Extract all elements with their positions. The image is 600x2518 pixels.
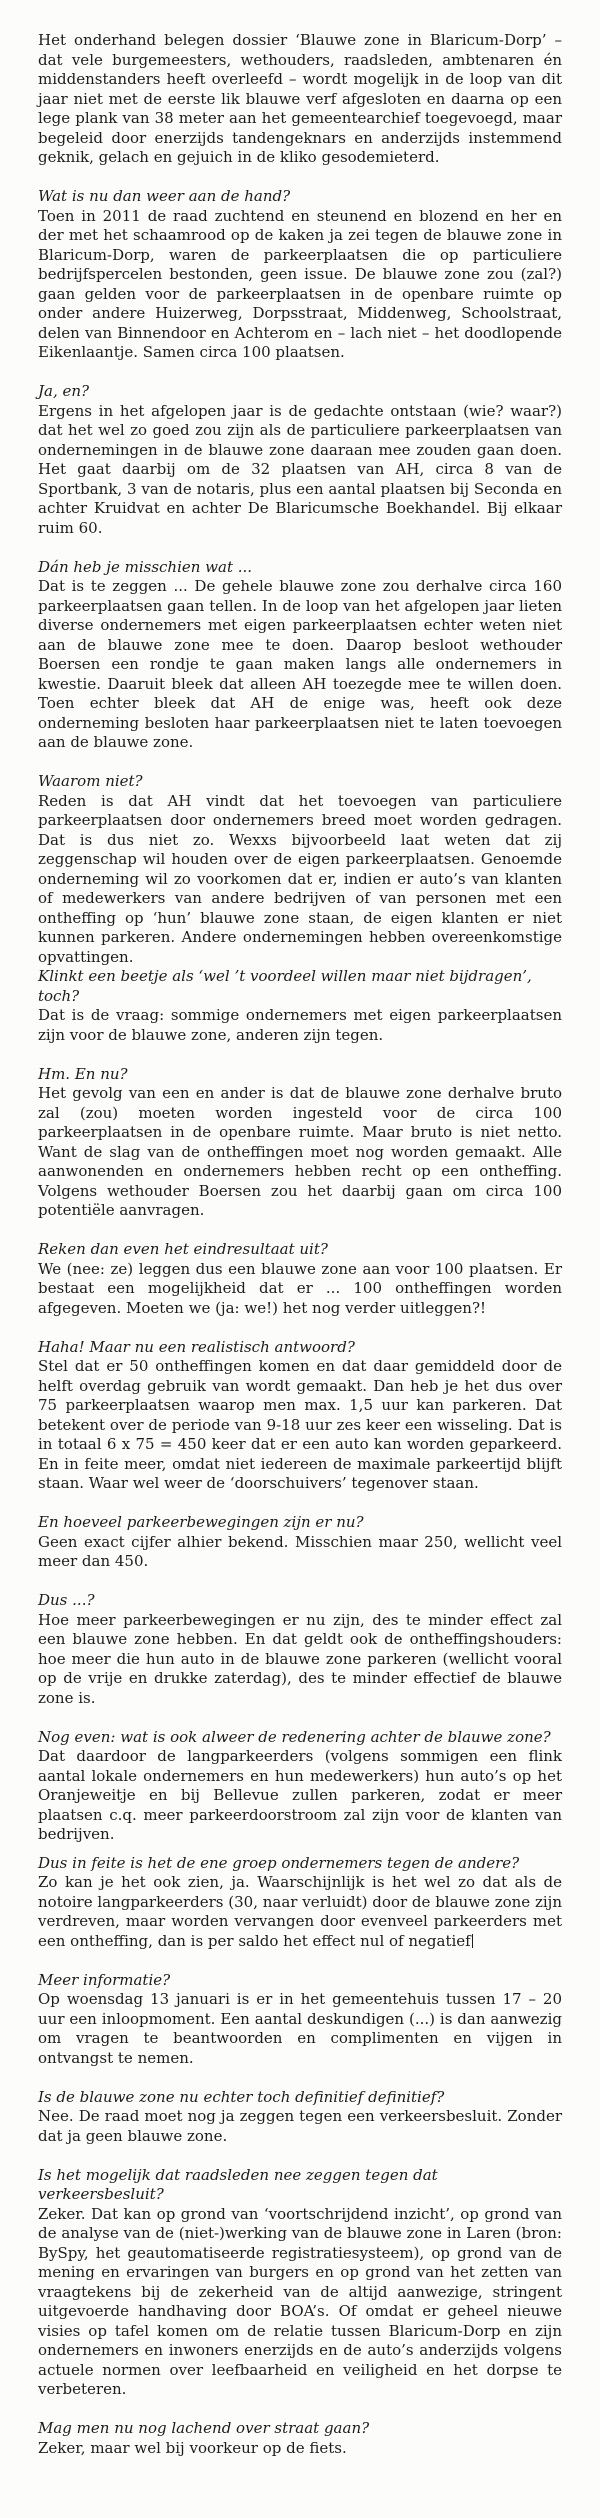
question-heading: Dán heb je misschien wat ... bbox=[38, 557, 253, 576]
question-heading: Dus ...? bbox=[38, 1591, 95, 1609]
text-cursor bbox=[472, 1934, 474, 1948]
answer-paragraph: Het gevolg van een en ander is dat de blauwe zone derhalve bruto zal (zou) moeten worden ingesteld voor de circa 100 parkeerplaatsen in de openbare ruimte. Maar bruto is niet netto. Want de slag van de ontheffingen moet nog worden gemaakt. Alle aanwonenden en ondernemers hebben recht op een ontheffing. Volgens wethouder Boersen zou het daarbij gaan om circa 100 potentiële aanvragen. bbox=[38, 1084, 562, 1219]
answer-paragraph: Zo kan je het ook zien, ja. Waarschijnlijk is het wel zo dat als de notoire langparkeerders (30, naar verluidt) door de blauwe zone zijn verdreven, maar worden vervangen door evenveel parkeerders met een ontheffing, dan is per saldo het effect nul of negatief bbox=[38, 1873, 562, 1950]
qa-section bbox=[38, 1065, 562, 1221]
answer-paragraph: Hoe meer parkeerbewegingen er nu zijn, des te minder effect zal een blauwe zone hebben. En dat geldt ook de ontheffingshouders: hoe meer die hun auto in de blauwe zone parkeren (wellicht vooral op de vrije en drukke zaterdag), des te minder effectief de blauwe zone is. bbox=[38, 1610, 562, 1707]
qa-section bbox=[38, 1591, 562, 1708]
qa-section bbox=[38, 31, 562, 168]
question-heading: Mag men nu nog lachend over straat gaan? bbox=[38, 2419, 370, 2437]
answer-paragraph: Reden is dat AH vindt dat het toevoegen van particuliere parkeerplaatsen door ondernemers breed moet worden gedragen. Dat is dus niet zo. Wexxs bijvoorbeeld laat weten dat zij zeggenschap wil houden over de eigen parkeerplaatsen. Genoemde onderneming wil zo voorkomen dat er, indien er auto’s van klanten of medewerkers van andere bedrijven of van personen met een ontheffing op ‘hun’ blauwe zone staan, de eigen klanten er niet kunnen parkeren. Andere ondernemingen hebben overeenkomstige opvattingen. bbox=[38, 791, 562, 966]
qa-section bbox=[38, 1971, 562, 2069]
question-heading: Hm. En nu? bbox=[38, 1064, 128, 1083]
qa-section bbox=[38, 187, 562, 363]
qa-section bbox=[38, 1240, 562, 1318]
answer-paragraph: Dat is te zeggen ... De gehele blauwe zone zou derhalve circa 160 parkeerplaatsen gaan tellen. In de loop van het afgelopen jaar lieten diverse ondernemers met eigen parkeerplaatsen echter weten niet aan de blauwe zone mee te doen. Daarop besloot wethouder Boersen een rondje te gaan maken langs alle ondernemers in kwestie. Daaruit bleek dat alleen AH toezegde mee te willen doen. Toen echter bleek dat AH de enige was, heeft ook deze onderneming besloten haar parkeerplaatsen niet te laten toevoegen aan de blauwe zone. bbox=[38, 577, 562, 751]
answer-paragraph: Nee. De raad moet nog ja zeggen tegen een verkeersbesluit. Zonder dat ja geen blauwe zone. bbox=[38, 2107, 562, 2145]
qa-section bbox=[38, 1338, 562, 1494]
question-heading: Is de blauwe zone nu echter toch definitief definitief? bbox=[38, 2087, 445, 2106]
qa-section bbox=[38, 1728, 562, 1845]
question-heading: Ja, en? bbox=[38, 382, 90, 400]
answer-paragraph: Toen in 2011 de raad zuchtend en steunend en blozend en her en der met het schaamrood op de kaken ja zei tegen de blauwe zone in Blaricum-Dorp, waren de parkeerplaatsen die op particuliere bedrijfspercelen bestonden, geen issue. De blauwe zone zou (zal?) gaan gelden voor de parkeerplaatsen in de openbare ruimte op onder andere Huizerweg, Dorpsstraat, Middenweg, Schoolstraat, delen van Binnendoor en Achterom en – lach niet – het doodlopende Eikenlaantje. Samen circa 100 plaatsen. bbox=[38, 206, 562, 361]
qa-section bbox=[38, 1513, 562, 1572]
question-heading: Nog even: wat is ook alweer de redenering achter de blauwe zone? bbox=[38, 1727, 551, 1746]
question-heading: Haha! Maar nu een realistisch antwoord? bbox=[38, 1337, 355, 1356]
answer-paragraph: Op woensdag 13 januari is er in het gemeentehuis tussen 17 – 20 uur een inloopmoment. Een aantal deskundigen (...) is dan aanwezig om vragen te beantwoorden en complimenten en vijgen in ontvangst te nemen. bbox=[38, 1990, 562, 2067]
answer-paragraph: We (nee: ze) leggen dus een blauwe zone aan voor 100 plaatsen. Er bestaat een mogelijkheid dat er ... 100 ontheffingen worden afgegeven. Moeten we (ja: we!) het nog verder uitleggen?! bbox=[38, 1259, 562, 1317]
qa-section bbox=[38, 1854, 562, 1952]
qa-section bbox=[38, 382, 562, 538]
answer-paragraph: Dat daardoor de langparkeerders (volgens sommigen een flink aantal lokale ondernemers en hun medewerkers) hun auto’s op het Oranjeweitje en bij Bellevue zullen parkeren, zodat er meer plaatsen c.q. meer parkeerdoorstroom zal zijn voor de klanten van bedrijven. bbox=[38, 1747, 562, 1843]
answer-paragraph: Ergens in het afgelopen jaar is de gedachte ontstaan (wie? waar?) dat het wel zo goed zou zijn als de particuliere parkeerplaatsen van ondernemingen in de blauwe zone daaraan mee zouden gaan doen. Het gaat daarbij om de 32 plaatsen van AH, circa 8 van de Sportbank, 3 van de notaris, plus een aantal plaatsen bij Seconda en achter Kruidvat en achter De Blaricumsche Boekhandel. Bij elkaar ruim 60. bbox=[38, 401, 562, 537]
question-heading: En hoeveel parkeerbewegingen zijn er nu? bbox=[38, 1513, 364, 1531]
answer-paragraph: Dat is de vraag: sommige ondernemers met eigen parkeerplaatsen zijn voor de blauwe zone, anderen zijn tegen. bbox=[38, 1006, 562, 1044]
question-heading: Meer informatie? bbox=[38, 1970, 171, 1989]
qa-section bbox=[38, 2166, 562, 2400]
question-heading: Klinkt een beetje als ‘wel ’t voordeel willen maar niet bijdragen’, toch? bbox=[38, 967, 532, 1005]
question-heading: Is het mogelijk dat raadsleden nee zeggen tegen dat verkeersbesluit? bbox=[38, 2165, 438, 2203]
answer-paragraph: Zeker. Dat kan op grond van ‘voortschrijdend inzicht’, op grond van de analyse van de (niet-)werking van de blauwe zone in Laren (bron: BySpy, het geautomatiseerde registratiesysteem), op grond van de mening en ervaringen van burgers en op grond van het zetten van vraagtekens bij de zekerheid van de altijd aanwezige, stringent uitgevoerde handhaving door BOA’s. Of omdat er geheel nieuwe visies op tafel komen om de relatie tussen Blaricum-Dorp en zijn ondernemers en inwoners enerzijds en de auto’s anderzijds volgens actuele normen over leefbaarheid en veiligheid en het dorpse te verbeteren. bbox=[38, 2204, 562, 2398]
question-heading: Wat is nu dan weer aan de hand? bbox=[38, 187, 291, 205]
question-heading: Waarom niet? bbox=[38, 772, 143, 790]
question-heading: Dus in feite is het de ene groep ondernemers tegen de andere? bbox=[38, 1853, 520, 1872]
answer-paragraph: Het onderhand belegen dossier ‘Blauwe zone in Blaricum-Dorp’ – dat vele burgemeesters, wethouders, raadsleden, ambtenaren én middenstanders heeft overleefd – wordt mogelijk in de loop van dit jaar niet met de eerste lik blauwe verf afgesloten en daarna op een lege plank van 38 meter aan het gemeentearchief toegevoegd, maar begeleid door enerzijds tandengeknars en anderzijds instemmend geknik, gelach en gejuich in de kliko gesodemieterd. bbox=[38, 31, 562, 166]
qa-section bbox=[38, 967, 562, 1045]
question-heading: Reken dan even het eindresultaat uit? bbox=[38, 1240, 328, 1258]
answer-paragraph: Stel dat er 50 ontheffingen komen en dat daar gemiddeld door de helft overdag gebruik van wordt gemaakt. Dan heb je het dus over 75 parkeerplaatsen waarop men max. 1,5 uur kan parkeren. Dat betekent over de periode van 9-18 uur zes keer een wisseling. Dat is in totaal 6 x 75 = 450 keer dat er een auto kan worden geparkeerd. En in feite meer, omdat niet iedereen de maximale parkeertijd blijft staan. Waar wel weer de ‘doorschuivers’ tegenover staan. bbox=[38, 1357, 562, 1492]
answer-paragraph: Geen exact cijfer alhier bekend. Misschien maar 250, wellicht veel meer dan 450. bbox=[38, 1532, 562, 1570]
qa-section bbox=[38, 2088, 562, 2147]
qa-section bbox=[38, 2419, 562, 2458]
qa-section bbox=[38, 558, 562, 753]
answer-paragraph: Zeker, maar wel bij voorkeur op de fiets. bbox=[38, 2438, 347, 2457]
qa-section bbox=[38, 772, 562, 967]
